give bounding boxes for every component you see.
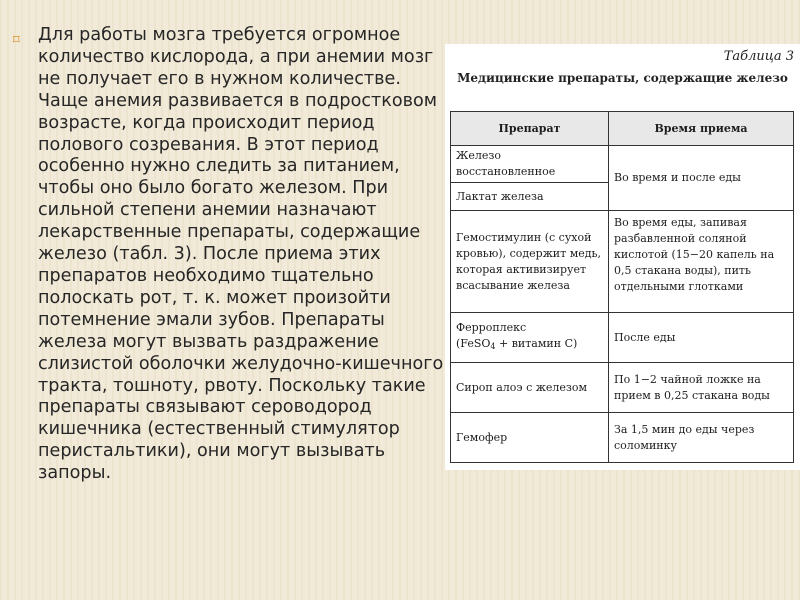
table-row [451,313,794,363]
bullet-icon: ⌑ [13,33,20,48]
table-caption: Таблица 3 [723,49,794,64]
table-figure [445,44,800,470]
table-row [451,413,794,463]
table-title: Медицинские препараты, содержащие железо [457,71,788,85]
cell-drug [451,313,609,363]
table-row [451,146,794,183]
table-row [451,363,794,413]
cell-time: Во время еды, запивая разбавленной соляной кислотой (15−20 капель на 0,5 стакана воды), пить отдельными глотками [609,211,794,313]
drug-name: Ферроплекс [456,321,527,334]
cell-time: Во время и после еды [609,146,794,211]
cell-drug: Сироп алоэ с железом [451,363,609,413]
table-row [451,211,794,313]
cell-drug: Лактат железа [451,183,609,211]
cell-time: За 1,5 мин до еды через соломинку [609,413,794,463]
cell-drug: Гемофер [451,413,609,463]
body-paragraph: Для работы мозга требуется огромное количество кислорода, а при анемии мозг не получает его в нужном количестве. Чаще анемия развивается в подростковом возрасте, когда происходит период полового созревания. В этот период особенно нужно следить за питанием, чтобы оно было богато железом. При сильной степени анемии назначают лекарственные препараты, содержащие железо (табл. 3). После приема этих препаратов необходимо тщательно полоскать рот, т. к. может произойти потемнение эмали зубов. Препараты железа могут вызвать раздражение слизистой оболочки желудочно-кишечного тракта, тошноту, рвоту. Поскольку такие препараты связывают сероводород кишечника (естественный стимулятор перистальтики), они могут вызывать запоры. [38,25,444,484]
header-time: Время приема [609,112,794,146]
drug-table [450,111,794,463]
header-drug: Препарат [451,112,609,146]
cell-drug: Железо восстановленное [451,146,609,183]
drug-formula-prefix: (FeSO [456,337,491,350]
cell-time: После еды [609,313,794,363]
drug-formula-sub: 4 [490,342,496,351]
table-header-row [451,112,794,146]
drug-formula-suffix: + витамин С) [495,337,578,350]
cell-time: По 1−2 чайной ложке на прием в 0,25 стакана воды [609,363,794,413]
cell-drug: Гемостимулин (с сухой кровью), содержит медь, которая активизирует всасывание железа [451,211,609,313]
